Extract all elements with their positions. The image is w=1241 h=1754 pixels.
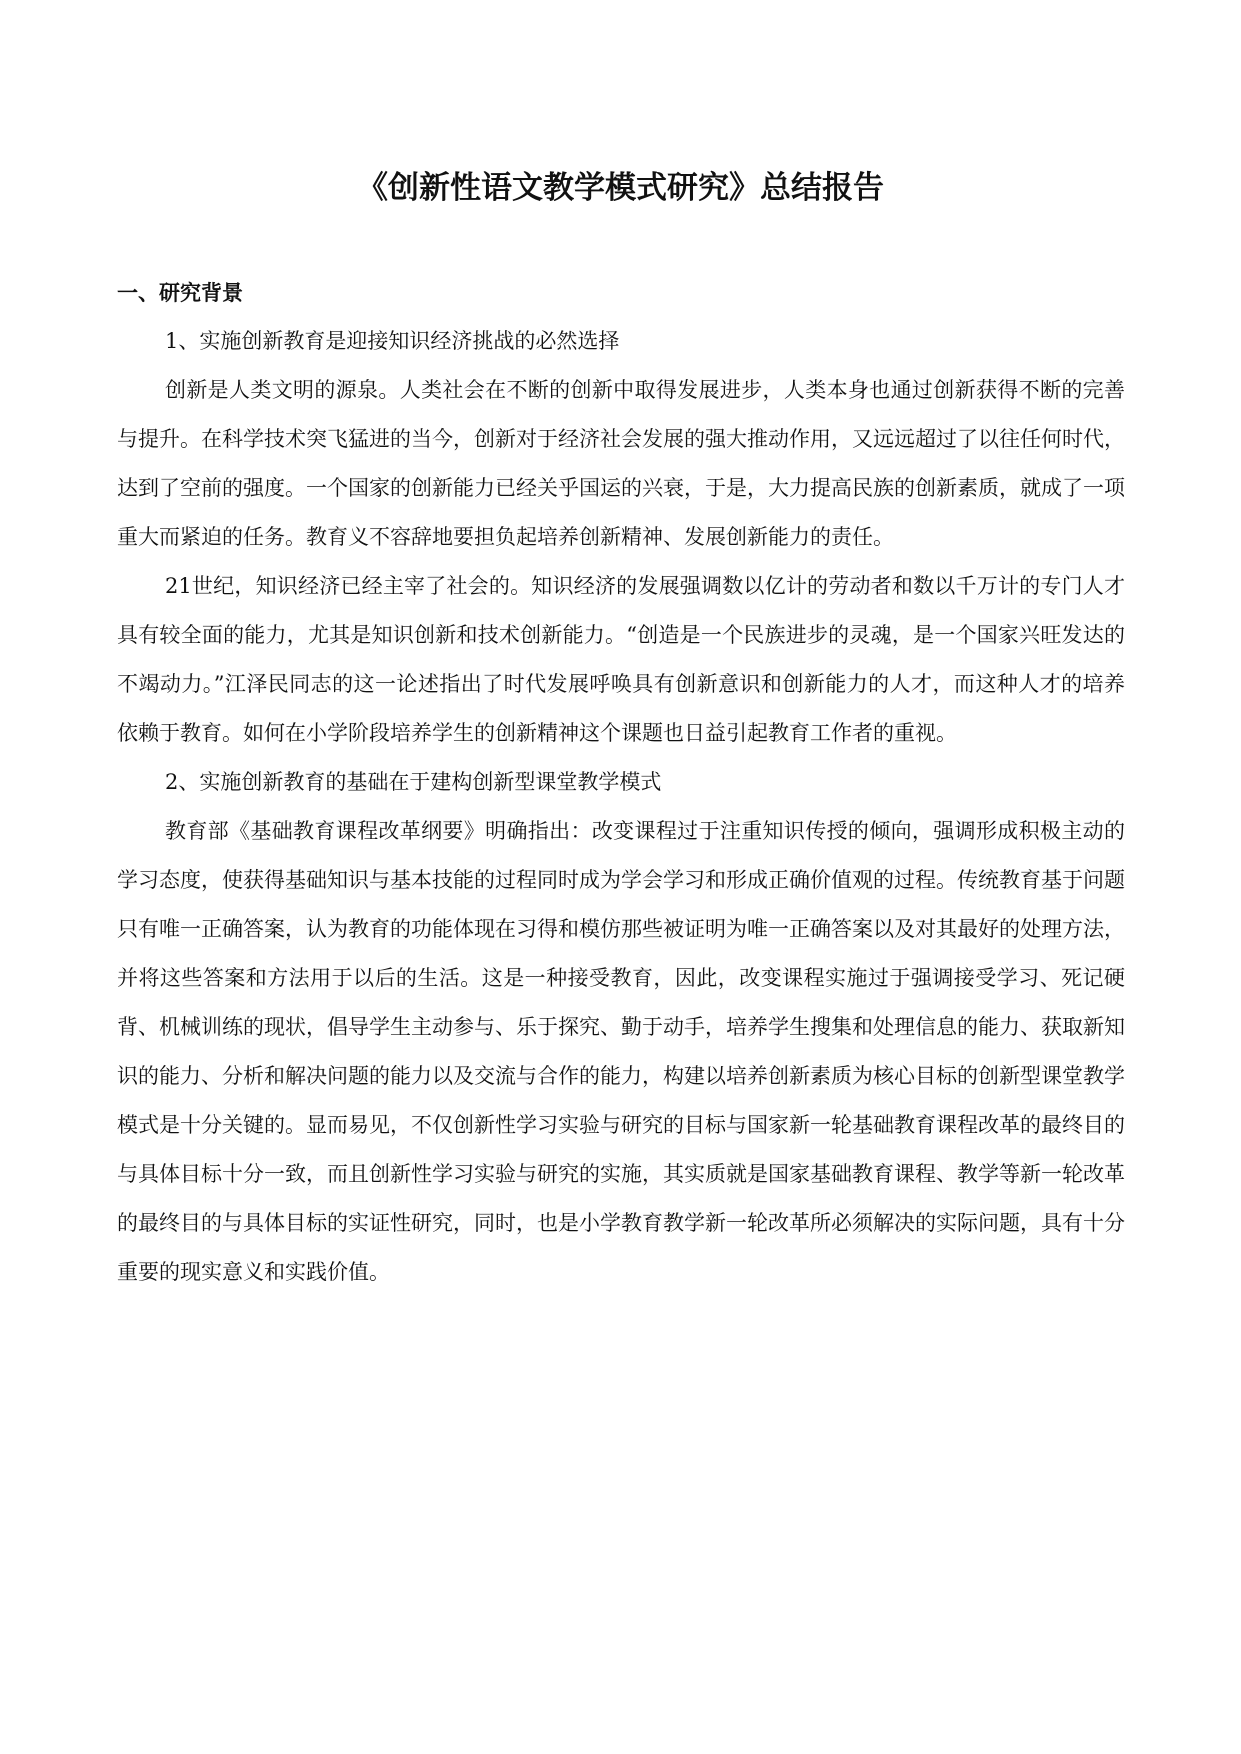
section-heading-background: 一、研究背景 <box>117 280 243 305</box>
paragraph-2: 21世纪，知识经济已经主宰了社会的。知识经济的发展强调数以亿计的劳动者和数以千万计的专门人才具有较全面的能力，尤其是知识创新和技术创新能力。“创造是一个民族进步的灵魂，是一个国家兴旺发达的不竭动力。”江泽民同志的这一论述指出了时代发展呼唤具有创新意识和创新能力的人才，而这种人才的培养依赖于教育。如何在小学阶段培养学生的创新精神这个课题也日益引起教育工作者的重视。 <box>117 574 1125 745</box>
document-body <box>117 268 1125 1297</box>
subheading-2: 2、实施创新教育的基础在于建构创新型课堂教学模式 <box>165 770 662 794</box>
paragraph-3: 教育部《基础教育课程改革纲要》明确指出：改变课程过于注重知识传授的倾向，强调形成积极主动的学习态度，使获得基础知识与基本技能的过程同时成为学会学习和形成正确价值观的过程。传统教育基于问题只有唯一正确答案，认为教育的功能体现在习得和模仿那些被证明为唯一正确答案以及对其最好的处理方法，并将这些答案和方法用于以后的生活。这是一种接受教育，因此，改变课程实施过于强调接受学习、死记硬背、机械训练的现状，倡导学生主动参与、乐于探究、勤于动手，培养学生搜集和处理信息的能力、获取新知识的能力、分析和解决问题的能力以及交流与合作的能力，构建以培养创新素质为核心目标的创新型课堂教学模式是十分关键的。显而易见，不仅创新性学习实验与研究的目标与国家新一轮基础教育课程改革的最终目的与具体目标十分一致，而且创新性学习实验与研究的实施，其实质就是国家基础教育课程、教学等新一轮改革的最终目的与具体目标的实证性研究，同时，也是小学教育教学新一轮改革所必须解决的实际问题，具有十分重要的现实意义和实践价值。 <box>117 819 1125 1284</box>
document-title: 《创新性语文教学模式研究》总结报告 <box>357 170 884 206</box>
subheading-1: 1、实施创新教育是迎接知识经济挑战的必然选择 <box>165 329 620 353</box>
paragraph-1: 创新是人类文明的源泉。人类社会在不断的创新中取得发展进步，人类本身也通过创新获得不断的完善与提升。在科学技术突飞猛进的当今，创新对于经济社会发展的强大推动作用，又远远超过了以往任何时代，达到了空前的强度。一个国家的创新能力已经关乎国运的兴衰，于是，大力提高民族的创新素质，就成了一项重大而紧迫的任务。教育义不容辞地要担负起培养创新精神、发展创新能力的责任。 <box>117 378 1125 549</box>
